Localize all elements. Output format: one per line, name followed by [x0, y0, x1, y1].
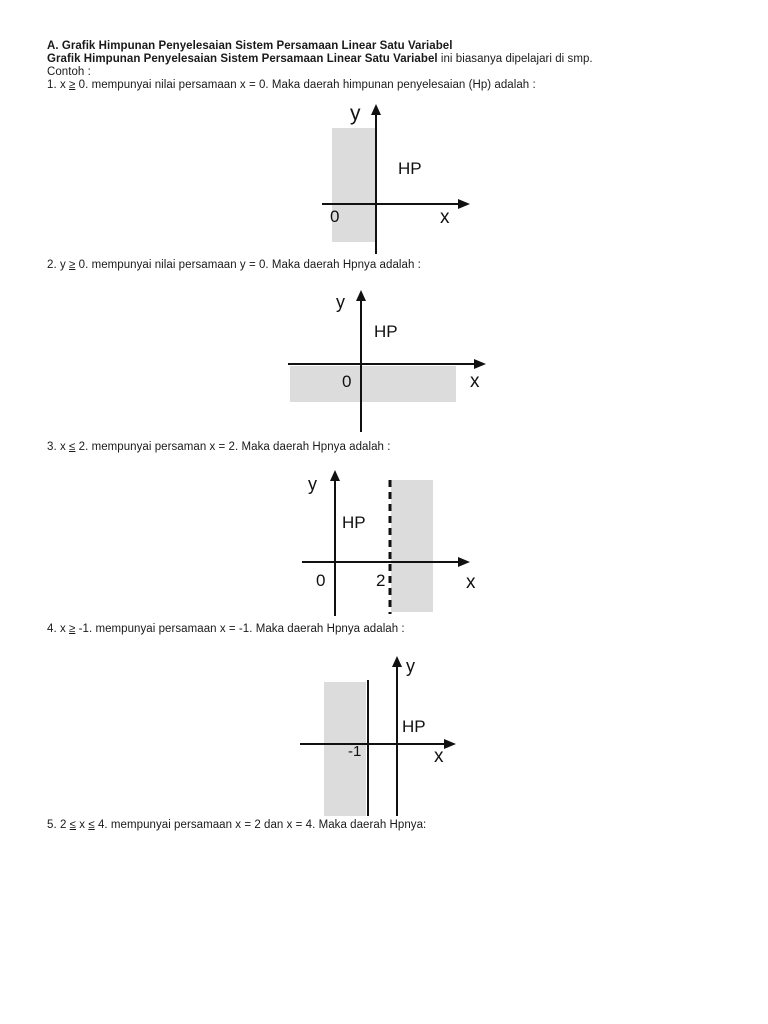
example-value: 0 — [78, 259, 86, 271]
graph-1 — [320, 100, 480, 258]
example-1-text — [47, 79, 536, 92]
example-description: . mempunyai nilai persamaan x = 0. Maka daerah himpunan penyelesaian (Hp) adalah : — [85, 79, 536, 91]
y-axis-arrow-icon — [330, 470, 340, 481]
graph-3 — [300, 466, 490, 622]
x-axis-label: x — [434, 746, 444, 767]
boundary-label: -1 — [348, 743, 362, 760]
relation-symbol: ≥ — [69, 623, 76, 635]
relation-symbol: ≤ — [88, 819, 95, 831]
y-axis-label: y — [350, 102, 361, 125]
example-value: 0 — [78, 79, 86, 91]
y-axis-arrow-icon — [392, 656, 402, 667]
origin-label: 0 — [342, 372, 352, 391]
example-lower-bound: 2 — [59, 819, 67, 831]
x-axis-label: x — [470, 371, 480, 392]
example-var: x — [59, 623, 66, 635]
y-axis-label: y — [336, 292, 345, 312]
region-label: HP — [374, 322, 398, 341]
example-number: 1. — [47, 79, 57, 91]
solution-region-shade — [290, 366, 456, 402]
example-number: 3. — [47, 441, 57, 453]
example-number: 5. — [47, 819, 57, 831]
x-axis-arrow-icon — [444, 739, 456, 749]
origin-label: 0 — [316, 571, 326, 590]
region-label: HP — [342, 513, 366, 532]
example-var: y — [59, 259, 66, 271]
example-number: 2. — [47, 259, 57, 271]
document-heading: A. Grafik Himpunan Penyelesaian Sistem Persamaan Linear Satu Variabel — [47, 40, 453, 52]
region-label: HP — [398, 159, 422, 178]
example-description: . mempunyai persaman x = 2. Maka daerah Hpnya adalah : — [85, 441, 391, 453]
boundary-label: 2 — [376, 571, 386, 590]
y-axis-label: y — [308, 474, 317, 494]
x-axis-arrow-icon — [458, 557, 470, 567]
x-axis-label: x — [440, 207, 450, 228]
relation-symbol: ≤ — [69, 819, 77, 831]
y-axis-arrow-icon — [371, 104, 381, 115]
region-label: HP — [402, 717, 426, 736]
intro-paragraph — [47, 53, 593, 66]
example-var: x — [59, 79, 66, 91]
graph-2 — [286, 286, 496, 436]
example-value: 2 — [78, 441, 86, 453]
relation-symbol: ≥ — [69, 79, 76, 91]
example-description: . mempunyai persamaan x = -1. Maka daerah Hpnya adalah : — [88, 623, 405, 635]
x-axis-arrow-icon — [474, 359, 486, 369]
example-value: -1 — [78, 623, 89, 635]
contoh-label: Contoh : — [47, 66, 91, 78]
y-axis-arrow-icon — [356, 290, 366, 301]
x-axis-arrow-icon — [458, 199, 470, 209]
example-upper-bound: 4 — [97, 819, 105, 831]
shaded-region — [391, 480, 433, 612]
relation-symbol: ≤ — [69, 441, 76, 453]
intro-rest: ini biasanya dipelajari di smp. — [437, 53, 593, 65]
example-description: . mempunyai nilai persamaan y = 0. Maka daerah Hpnya adalah : — [85, 259, 421, 271]
example-var: x — [59, 441, 66, 453]
graph-4 — [296, 650, 476, 820]
intro-bold: Grafik Himpunan Penyelesaian Sistem Persamaan Linear Satu Variabel — [47, 53, 438, 65]
example-4-text — [47, 623, 405, 636]
relation-symbol: ≥ — [69, 259, 76, 271]
example-3-text — [47, 441, 390, 454]
origin-label: 0 — [330, 207, 340, 226]
example-5-text — [47, 819, 426, 832]
example-number: 4. — [47, 623, 57, 635]
x-axis-label: x — [466, 572, 476, 593]
y-axis-label: y — [406, 656, 415, 676]
example-var: x — [79, 819, 86, 831]
example-description: . mempunyai persamaan x = 2 dan x = 4. Maka daerah Hpnya: — [104, 819, 427, 831]
example-2-text — [47, 259, 421, 272]
